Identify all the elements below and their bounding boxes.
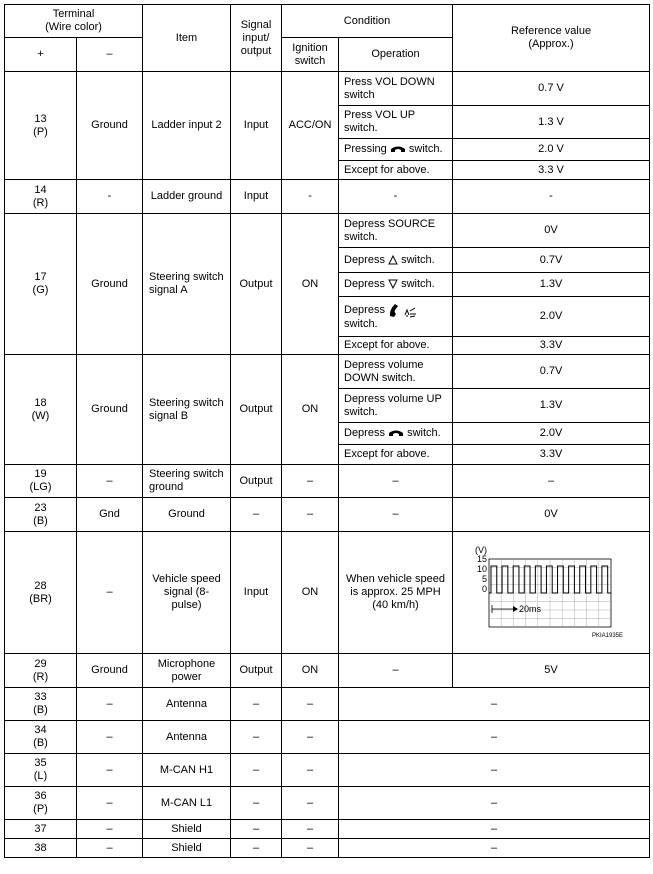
item-cell: Antenna	[143, 688, 231, 721]
io-cell: –	[231, 498, 282, 532]
operation-text: Press VOL DOWN	[344, 75, 435, 88]
terminal-cell	[5, 498, 77, 532]
operation-cell	[339, 248, 453, 273]
operation-cell: –	[339, 654, 453, 688]
table-row	[5, 532, 650, 654]
operation-text: switch.	[407, 427, 441, 439]
operation-cell: –	[339, 498, 453, 532]
minus-cell: –	[77, 532, 143, 654]
reference-value: 2.0 V	[453, 139, 650, 161]
header-row-top	[5, 5, 650, 38]
wire-color: (P)	[33, 125, 48, 138]
wire-color: (P)	[33, 803, 48, 815]
terminal-number: 13	[34, 112, 47, 125]
terminal-cell	[5, 654, 77, 688]
condition-header: Condition	[282, 5, 453, 38]
operation-cell	[339, 214, 453, 248]
terminal-cell	[5, 754, 77, 787]
item-cell	[143, 214, 231, 355]
item-cell: Shield	[143, 820, 231, 839]
table-row	[5, 355, 650, 389]
terminal-cell	[5, 688, 77, 721]
terminal-cell	[5, 787, 77, 820]
triangle-up-icon	[388, 255, 398, 265]
operation-text: switch.	[344, 318, 378, 330]
table-row	[5, 820, 650, 839]
reference-value: –	[339, 721, 650, 754]
terminal-number: 34	[34, 724, 47, 736]
minus-header: –	[77, 38, 143, 72]
wire-color: (G)	[32, 284, 49, 296]
reference-value: 0.7 V	[453, 72, 650, 106]
operation-text: Depress	[344, 253, 385, 266]
item-cell: M-CAN H1	[143, 754, 231, 787]
wire-color: (L)	[33, 770, 48, 782]
waveform-tick-label: 5	[482, 573, 488, 584]
operation-text: switch.	[344, 405, 378, 418]
item-text: signal B	[149, 409, 189, 422]
wire-color: (B)	[33, 514, 48, 527]
table-row	[5, 498, 650, 532]
reference-value: –	[453, 465, 650, 498]
operation-cell: –	[339, 465, 453, 498]
reference-value: 0V	[453, 498, 650, 532]
operation-cell	[339, 423, 453, 445]
item-cell: M-CAN L1	[143, 787, 231, 820]
terminal-label: Terminal	[52, 8, 95, 20]
operation-cell: Except for above.	[339, 337, 453, 355]
waveform-unit-label: (V)	[475, 544, 488, 555]
wire-color: (BR)	[29, 592, 52, 605]
terminal-number: 29	[34, 657, 47, 670]
reference-value: –	[339, 754, 650, 787]
reference-label-2: (Approx.)	[528, 38, 574, 50]
waveform-figure-code: PKIA1935E	[591, 632, 624, 639]
item-text: ground	[149, 481, 184, 493]
ignition-cell: –	[282, 820, 339, 839]
io-cell: Input	[231, 180, 282, 214]
wire-color: (W)	[31, 409, 50, 422]
ignition-cell: ON	[282, 214, 339, 355]
operation-cell: -	[339, 180, 453, 214]
table-row	[5, 721, 650, 754]
ignition-cell: ACC/ON	[282, 72, 339, 180]
reference-value: 3.3V	[453, 337, 650, 355]
table-row	[5, 839, 650, 858]
io-cell: Output	[231, 355, 282, 465]
operation-text: switch.	[344, 230, 378, 243]
io-cell: Input	[231, 532, 282, 654]
table-row	[5, 754, 650, 787]
item-text: Microphone	[157, 657, 216, 670]
reference-value: 1.3V	[453, 389, 650, 423]
operation-cell	[339, 273, 453, 297]
reference-label-1: Reference value	[510, 25, 592, 37]
ignition-cell: –	[282, 688, 339, 721]
io-cell: –	[231, 721, 282, 754]
ignition-cell: –	[282, 465, 339, 498]
reference-value: 3.3 V	[453, 161, 650, 180]
ignition-cell: -	[282, 180, 339, 214]
minus-cell: Ground	[77, 72, 143, 180]
reference-value-waveform-cell	[453, 532, 650, 654]
signal-label-1: Signal	[240, 18, 272, 31]
terminal-number: 19	[34, 468, 47, 480]
operation-cell	[339, 532, 453, 654]
operation-cell	[339, 72, 453, 106]
reference-value: –	[339, 820, 650, 839]
operation-text: Pressing	[344, 143, 387, 155]
item-text: Vehicle speed	[152, 573, 221, 585]
reference-value: –	[339, 787, 650, 820]
operation-text: Depress	[344, 427, 385, 439]
terminal-reference-table	[4, 4, 650, 858]
operation-text: Depress	[344, 303, 385, 316]
minus-cell: –	[77, 754, 143, 787]
reference-value: –	[339, 839, 650, 858]
operation-cell	[339, 139, 453, 161]
reference-value: 2.0V	[453, 423, 650, 445]
minus-cell: Ground	[77, 654, 143, 688]
minus-cell: -	[77, 180, 143, 214]
item-text: pulse)	[171, 599, 202, 611]
ignition-cell: –	[282, 721, 339, 754]
waveform-time-label: 20ms	[519, 603, 542, 614]
ignition-cell: –	[282, 787, 339, 820]
item-text: Steering switch	[149, 271, 224, 283]
operation-header: Operation	[339, 38, 453, 72]
item-text: Steering switch	[149, 468, 224, 480]
io-cell: Output	[231, 214, 282, 355]
minus-cell: –	[77, 721, 143, 754]
signal-header	[231, 5, 282, 72]
ignition-label-1: Ignition	[292, 41, 328, 54]
io-cell: –	[231, 839, 282, 858]
io-cell: Output	[231, 465, 282, 498]
signal-label-3: output	[240, 44, 272, 57]
io-cell: Output	[231, 654, 282, 688]
signal-label-2: input/	[242, 31, 270, 44]
item-cell	[143, 532, 231, 654]
item-cell	[143, 654, 231, 688]
terminal-cell	[5, 355, 77, 465]
reference-value: 0V	[453, 214, 650, 248]
phone-handset-icon	[388, 429, 404, 437]
ignition-cell: ON	[282, 532, 339, 654]
table-row	[5, 214, 650, 248]
ignition-header	[282, 38, 339, 72]
wire-color: (R)	[32, 670, 49, 683]
operation-text: Press VOL UP	[344, 109, 416, 121]
operation-text: Depress SOURCE	[344, 217, 436, 230]
minus-cell: Ground	[77, 355, 143, 465]
phone-voice-icon	[388, 302, 418, 318]
table-row	[5, 465, 650, 498]
terminal-number: 18	[34, 396, 47, 409]
item-cell	[143, 465, 231, 498]
wiring-terminal-table-container	[4, 4, 649, 858]
terminal-number: 28	[34, 579, 47, 592]
terminal-header	[5, 5, 143, 38]
terminal-number: 38	[5, 839, 77, 858]
operation-text: switch.	[401, 278, 435, 290]
terminal-number: 35	[34, 757, 47, 769]
operation-text: switch.	[408, 143, 443, 155]
wire-color-label: (Wire color)	[45, 21, 102, 33]
reference-value: 1.3 V	[453, 106, 650, 139]
terminal-cell	[5, 532, 77, 654]
operation-cell	[339, 389, 453, 423]
ignition-label-2: switch	[294, 54, 326, 67]
minus-cell: –	[77, 820, 143, 839]
terminal-cell	[5, 72, 77, 180]
minus-cell: Ground	[77, 214, 143, 355]
terminal-cell	[5, 180, 77, 214]
terminal-number: 36	[34, 790, 47, 802]
operation-text: Depress volume	[344, 358, 424, 371]
operation-cell	[339, 355, 453, 389]
plus-header: +	[5, 38, 77, 72]
wire-color: (B)	[33, 704, 48, 716]
reference-value: 2.0V	[453, 297, 650, 337]
table-row	[5, 654, 650, 688]
minus-cell: –	[77, 787, 143, 820]
waveform-tick-label: 15	[477, 553, 488, 564]
item-text: power	[171, 670, 202, 683]
io-cell: –	[231, 754, 282, 787]
reference-value: 0.7V	[453, 355, 650, 389]
table-row	[5, 787, 650, 820]
operation-cell	[339, 106, 453, 139]
minus-cell: –	[77, 465, 143, 498]
io-cell: Input	[231, 72, 282, 180]
wire-color: (LG)	[29, 481, 52, 493]
item-cell: Shield	[143, 839, 231, 858]
io-cell: –	[231, 688, 282, 721]
minus-cell: –	[77, 839, 143, 858]
table-row	[5, 688, 650, 721]
ignition-cell: ON	[282, 355, 339, 465]
reference-value: 5V	[453, 654, 650, 688]
terminal-cell	[5, 465, 77, 498]
wire-color: (R)	[32, 196, 49, 209]
ignition-cell: ON	[282, 654, 339, 688]
minus-cell: –	[77, 688, 143, 721]
operation-cell: Except for above.	[339, 161, 453, 180]
operation-text: switch.	[344, 122, 378, 134]
item-cell: Ground	[143, 498, 231, 532]
reference-value: 1.3V	[453, 273, 650, 297]
waveform-tick-label: 10	[477, 563, 488, 574]
item-cell: Antenna	[143, 721, 231, 754]
operation-cell	[339, 297, 453, 337]
terminal-number: 14	[34, 183, 47, 196]
operation-cell: Except for above.	[339, 445, 453, 465]
reference-value: 3.3V	[453, 445, 650, 465]
ignition-cell: –	[282, 498, 339, 532]
item-text: Steering switch	[149, 396, 224, 409]
io-cell: –	[231, 820, 282, 839]
pulse-waveform-graph	[471, 543, 631, 643]
table-row	[5, 180, 650, 214]
table-row	[5, 72, 650, 106]
reference-value: -	[453, 180, 650, 214]
operation-text: DOWN switch.	[344, 371, 416, 384]
waveform-tick-label: 0	[482, 583, 488, 594]
item-text: signal A	[149, 284, 188, 296]
triangle-down-icon	[388, 279, 398, 289]
terminal-number: 37	[5, 820, 77, 839]
operation-text: switch.	[401, 253, 435, 266]
ignition-cell: –	[282, 839, 339, 858]
reference-value: –	[339, 688, 650, 721]
terminal-number: 33	[34, 691, 47, 703]
operation-text: Depress volume UP	[344, 392, 442, 405]
reference-value: 0.7V	[453, 248, 650, 273]
phone-handset-icon	[390, 145, 406, 153]
item-cell: Ladder ground	[143, 180, 231, 214]
operation-text: is approx. 25 MPH	[350, 586, 441, 598]
item-cell: Ladder input 2	[143, 72, 231, 180]
item-text: signal (8-	[163, 586, 210, 598]
time-marker-arrow	[513, 606, 518, 612]
operation-text: Depress	[344, 278, 385, 290]
wire-color: (B)	[33, 737, 48, 749]
terminal-number: 23	[34, 501, 47, 514]
terminal-cell	[5, 721, 77, 754]
item-header: Item	[143, 5, 231, 72]
minus-cell: Gnd	[77, 498, 143, 532]
terminal-cell	[5, 214, 77, 355]
item-cell	[143, 355, 231, 465]
terminal-number: 17	[34, 271, 47, 283]
operation-text: When vehicle speed	[345, 573, 446, 585]
operation-text: (40 km/h)	[372, 599, 419, 611]
ignition-cell: –	[282, 754, 339, 787]
io-cell: –	[231, 787, 282, 820]
operation-text: switch	[344, 88, 375, 101]
reference-header	[453, 5, 650, 72]
